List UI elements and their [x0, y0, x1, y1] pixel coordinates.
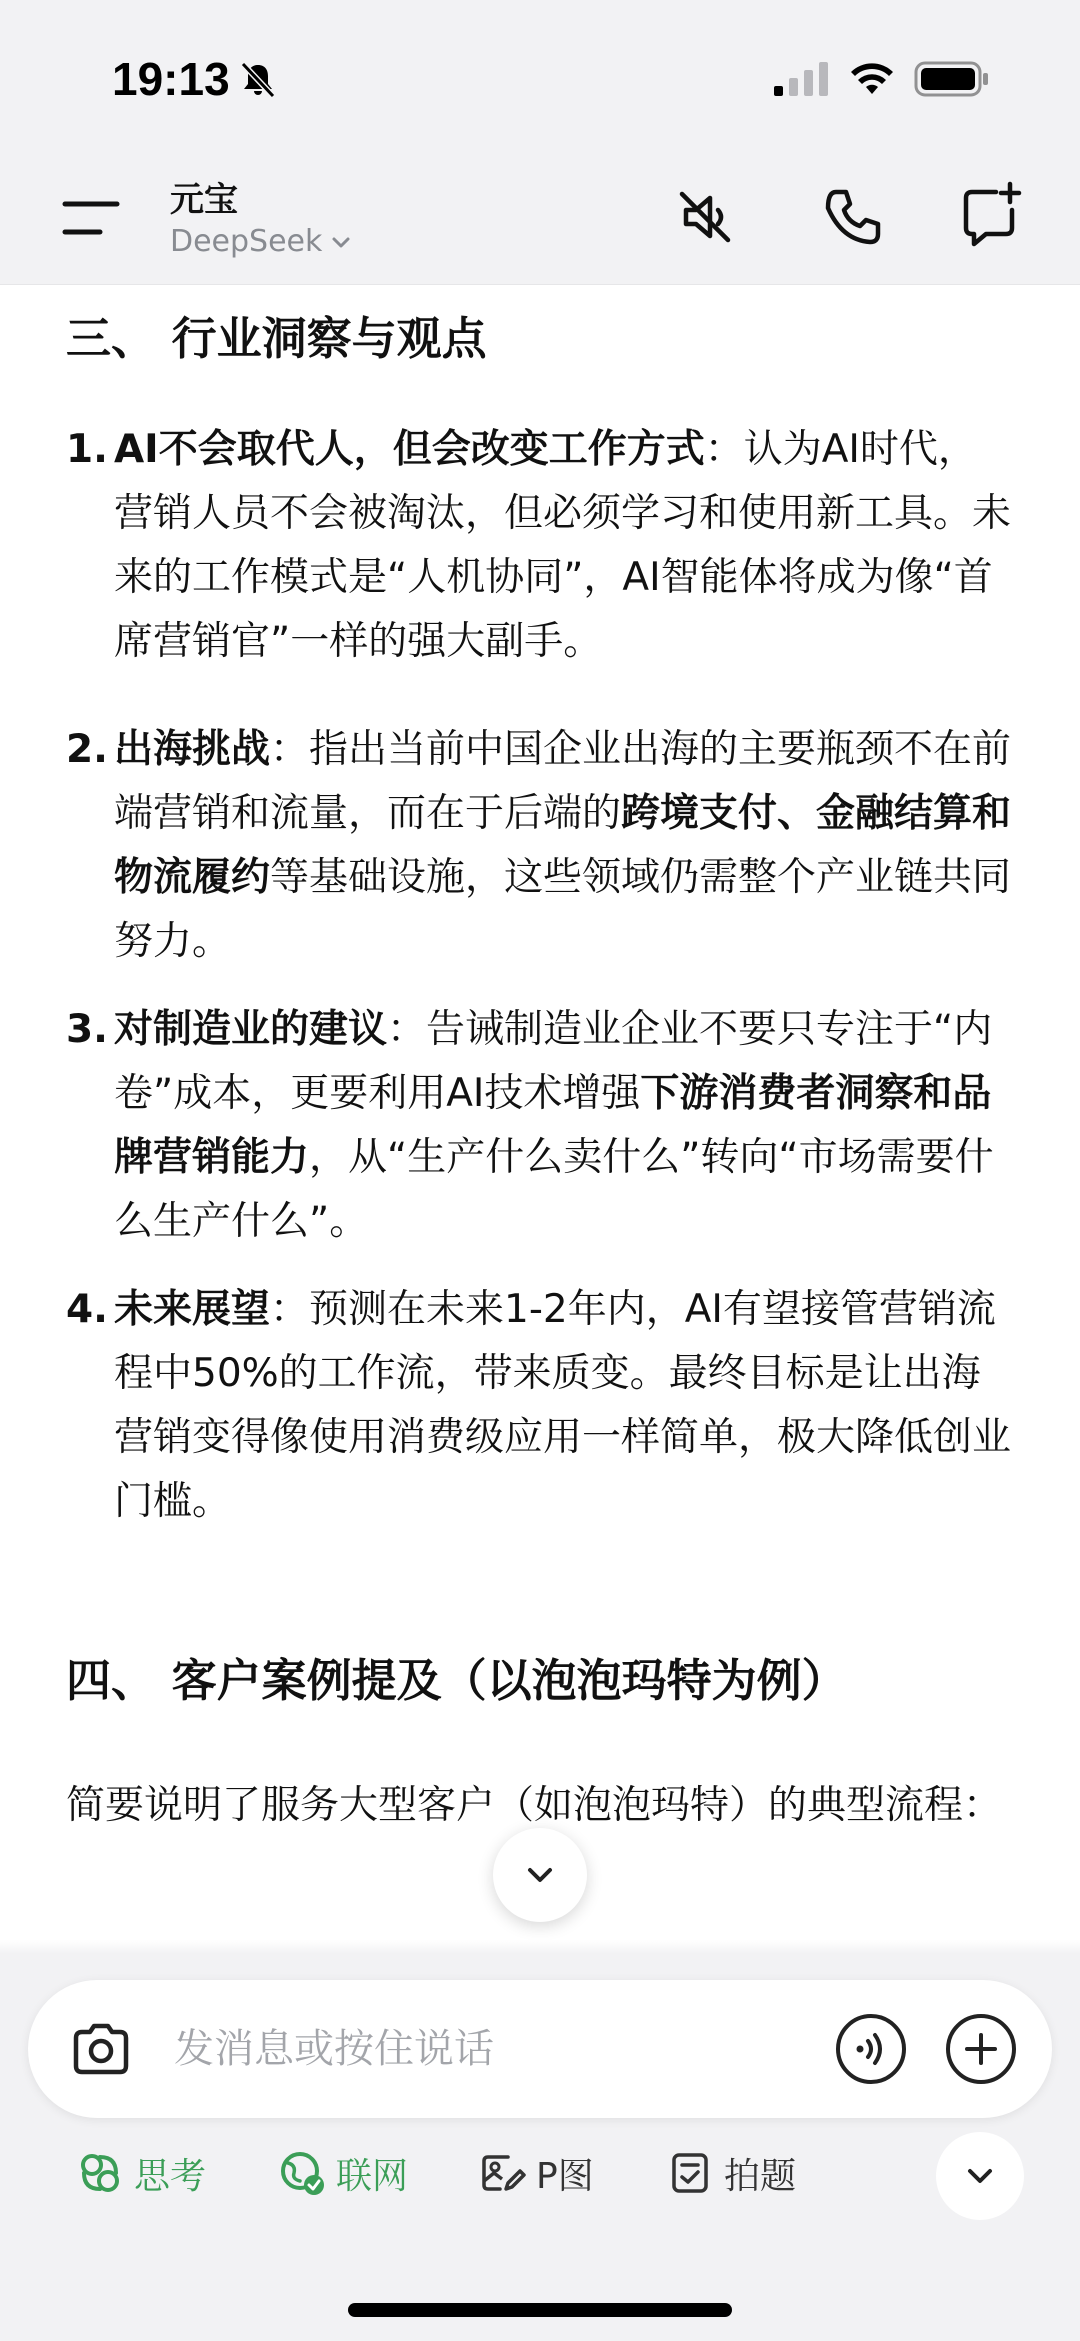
- globe-icon: [278, 2149, 326, 2197]
- wifi-icon: [848, 58, 896, 100]
- menu-icon[interactable]: [62, 196, 120, 240]
- signal-icon: [772, 60, 832, 100]
- list-number: 1.: [66, 427, 108, 472]
- list-item-text: 等基础设施，这些领域仍需整个产业链共同努力。: [114, 855, 1012, 964]
- list-item-bold: 跨境支付、金融结算和物流履约: [114, 791, 1012, 900]
- voice-icon[interactable]: [834, 2012, 908, 2086]
- camera-icon[interactable]: [68, 2016, 134, 2082]
- status-time: 19:13: [112, 53, 230, 105]
- content-divider: [0, 1940, 1080, 1954]
- photo-question-icon: [666, 2149, 714, 2197]
- photo-question-button[interactable]: [666, 2148, 796, 2198]
- think-icon: [76, 2149, 124, 2197]
- chevron-down-icon: [328, 229, 354, 255]
- list-item-bold: 对制造业的建议: [114, 1007, 388, 1052]
- think-toggle[interactable]: [76, 2148, 206, 2198]
- bell-off-icon: [238, 60, 278, 100]
- photo-question-label: 拍题: [724, 2155, 797, 2197]
- image-edit-icon: [478, 2149, 526, 2197]
- list-item: [66, 1278, 1012, 1534]
- collapse-toolbar-button[interactable]: [936, 2132, 1024, 2220]
- new-chat-icon[interactable]: [956, 180, 1024, 248]
- chat-title: 元宝: [170, 180, 238, 220]
- battery-icon: [914, 60, 990, 98]
- p-image-label: P图: [536, 2155, 594, 2197]
- bottom-area: [0, 1954, 1080, 2341]
- list-item: [66, 998, 1012, 1254]
- p-image-button[interactable]: [478, 2148, 594, 2198]
- phone-icon[interactable]: [820, 184, 886, 250]
- list-item-text: ：指出当前中国企业出海的主要瓶颈不在前端营销和流量，而在于后端的: [114, 727, 1012, 836]
- chevron-down-icon: [520, 1855, 560, 1895]
- list-item-text: ：预测在未来1-2年内，AI有望接管营销流程中50%的工作流，带来质变。最终目标是让出海营销变得像使用消费级应用一样简单，极大降低创业门槛。: [114, 1287, 1012, 1524]
- list-item: [66, 718, 1012, 974]
- scroll-to-bottom-button[interactable]: [493, 1828, 587, 1922]
- home-indicator: [348, 2303, 732, 2317]
- list-item-text: ：告诫制造业企业不要只专注于“内卷”成本，更要利用AI技术增强: [114, 1007, 993, 1116]
- list-item-bold: 未来展望: [114, 1287, 271, 1332]
- web-search-label: 联网: [336, 2155, 409, 2197]
- section-heading: 四、 客户案例提及（以泡泡玛特为例）: [66, 1654, 847, 1707]
- list-item: [66, 418, 1012, 674]
- nav-bar: [0, 150, 1080, 285]
- section-heading: 三、 行业洞察与观点: [66, 312, 487, 365]
- chevron-down-icon: [960, 2156, 1000, 2196]
- list-number: 3.: [66, 1007, 108, 1052]
- list-item-text: ：认为AI时代，营销人员不会被淘汰，但必须学习和使用新工具。未来的工作模式是“人机协同”，AI智能体将成为像“首席营销官”一样的强大副手。: [114, 427, 1012, 664]
- list-number: 4.: [66, 1287, 108, 1332]
- tool-bar: [0, 2124, 1080, 2214]
- list-item-bold: AI不会取代人，但会改变工作方式: [114, 427, 705, 472]
- paragraph: 简要说明了服务大型客户（如泡泡玛特）的典型流程：: [66, 1783, 1003, 1828]
- think-label: 思考: [134, 2155, 207, 2197]
- list-item-text: ，从“生产什么卖什么”转向“市场需要什么生产什么”。: [114, 1135, 994, 1244]
- mute-icon[interactable]: [672, 184, 738, 250]
- web-search-toggle[interactable]: [278, 2148, 408, 2198]
- chat-content[interactable]: [0, 286, 1080, 1952]
- status-bar: [0, 0, 1080, 150]
- list-item-bold: 下游消费者洞察和品牌营销能力: [114, 1071, 992, 1180]
- plus-icon[interactable]: [944, 2012, 1018, 2086]
- message-input[interactable]: [174, 2014, 814, 2084]
- input-bar: [28, 1980, 1052, 2118]
- model-name: DeepSeek: [170, 224, 323, 259]
- model-selector[interactable]: [170, 224, 354, 259]
- list-item-bold: 出海挑战: [114, 727, 271, 772]
- list-number: 2.: [66, 727, 108, 772]
